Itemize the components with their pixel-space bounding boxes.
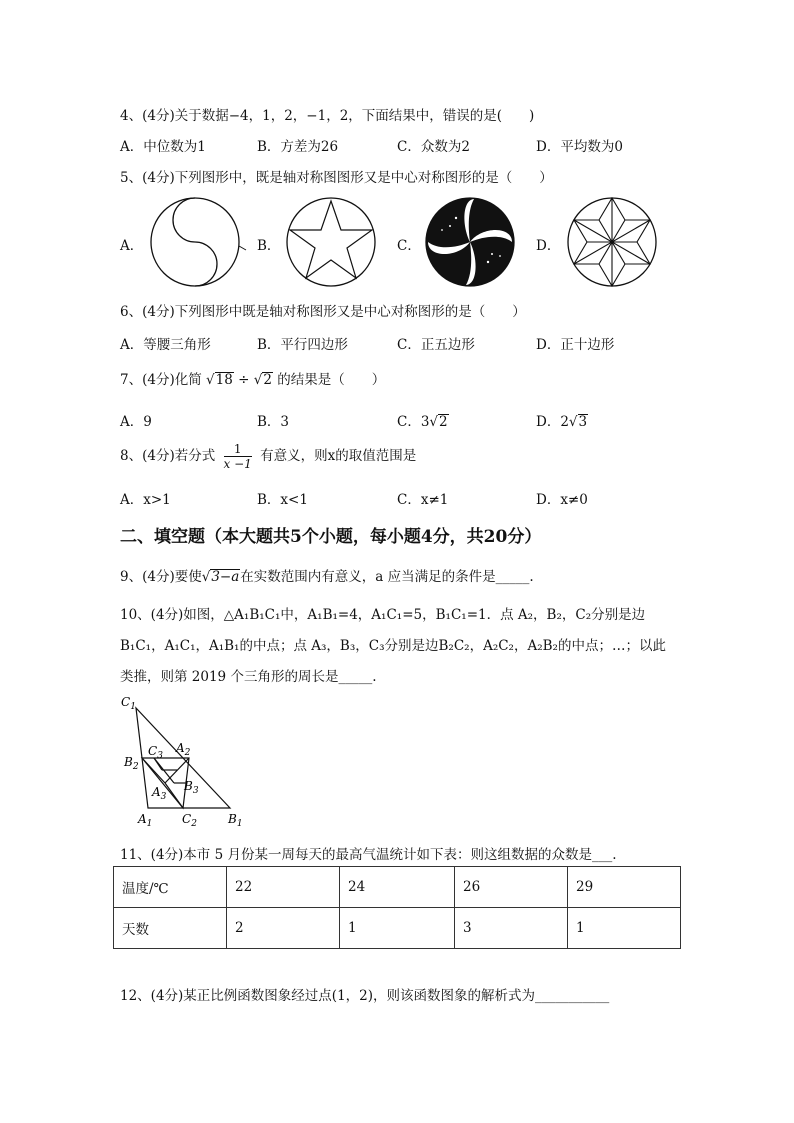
q6-option-d: D．正十边形 — [536, 337, 615, 353]
q5-stem: 5、(4分)下列图形中，既是轴对称图图形又是中心对称图形的是（ ） — [120, 170, 553, 186]
q8-stem-suffix: 有意义，则x的取值范围是 — [260, 448, 417, 464]
yin-yang-icon — [145, 196, 249, 288]
q5-option-c-label: C． — [397, 238, 421, 254]
q6-option-a: A．等腰三角形 — [120, 337, 211, 353]
q7-stem — [120, 368, 385, 388]
q6-option-b: B．平行四边形 — [257, 337, 348, 353]
triangle-figure — [118, 692, 258, 832]
table-cell: 温度/℃ — [114, 867, 227, 908]
label-a2: $A_2$ — [176, 741, 191, 758]
star-in-circle-icon — [283, 196, 379, 288]
sqrt-symbol: √ — [201, 569, 211, 585]
q7-radicand-1: 18 — [215, 372, 233, 388]
q8-option-a: A．x>1 — [120, 492, 171, 508]
six-point-star-icon — [562, 196, 662, 288]
q10-line-1: 10、(4分)如图，△A₁B₁C₁中，A₁B₁=4，A₁C₁=5，B₁C₁=1．点 A₂，B₂，C₂分别是边 — [120, 607, 646, 623]
q4-stem: 4、(4分)关于数据−4，1，2，−1，2，下面结果中，错误的是( ) — [120, 108, 535, 124]
q11-stem: 11、(4分)本市 5 月份某一周每天的最高气温统计如下表：则这组数据的众数是___. — [120, 847, 617, 863]
q8-option-c: C．x≠1 — [397, 492, 449, 508]
table-cell: 1 — [568, 908, 681, 949]
q7-option-d-label: D．2 — [536, 414, 569, 430]
q7-option-c-radicand: 2 — [439, 414, 448, 430]
q7-option-d-radicand: 3 — [578, 414, 588, 430]
sqrt-symbol: √ — [568, 414, 578, 430]
q8-denominator: x −1 — [223, 457, 252, 471]
q4-option-d: D．平均数为0 — [536, 139, 623, 155]
label-b1: $B_1$ — [228, 812, 243, 829]
q8-numerator: 1 — [224, 442, 252, 457]
table-row — [114, 867, 681, 908]
sqrt-symbol: √ — [253, 372, 263, 388]
table-cell: 1 — [340, 908, 455, 949]
table-cell: 26 — [455, 867, 568, 908]
q8-stem — [120, 442, 416, 471]
q4-option-a: A．中位数为1 — [120, 139, 206, 155]
table-cell: 天数 — [114, 908, 227, 949]
label-a3: $A_3$ — [152, 785, 167, 802]
label-c2: $C_2$ — [182, 812, 197, 829]
table-cell: 29 — [568, 867, 681, 908]
q5-option-b-label: B． — [257, 238, 281, 254]
section-title: 二、填空题（本大题共5个小题，每小题4分，共20分） — [120, 527, 542, 547]
label-b2: $B_2$ — [124, 755, 139, 772]
q10-line-3: 类推，则第 2019 个三角形的周长是_____. — [120, 669, 377, 685]
q7-stem-prefix: 7、(4分)化简 — [120, 372, 202, 388]
q8-option-d: D．x≠0 — [536, 492, 588, 508]
table-cell: 24 — [340, 867, 455, 908]
q5-option-a-label: A． — [120, 238, 144, 254]
table-cell: 2 — [227, 908, 340, 949]
label-a1: $A_1$ — [138, 812, 153, 829]
temperature-table — [113, 866, 681, 949]
q7-option-c-label: C．3 — [397, 414, 430, 430]
q7-option-a: A．9 — [120, 414, 152, 430]
q9-radicand: 3−a — [211, 569, 240, 585]
q4-option-c: C．众数为2 — [397, 139, 470, 155]
q7-radicand-2: 2 — [263, 372, 272, 388]
q7-div: ÷ — [238, 372, 250, 388]
q9-stem-suffix: 在实数范围内有意义，a 应当满足的条件是_____. — [240, 569, 534, 585]
q7-option-b: B．3 — [257, 414, 290, 430]
q7-stem-suffix: 的结果是（ ） — [277, 372, 386, 388]
table-cell: 22 — [227, 867, 340, 908]
q8-stem-prefix: 8、(4分)若分式 — [120, 448, 216, 464]
q9-stem-prefix: 9、(4分)要使 — [120, 569, 202, 585]
label-c1: $C_1$ — [121, 695, 136, 712]
q4-option-b: B．方差为26 — [257, 139, 339, 155]
q9-stem — [120, 565, 534, 585]
label-b3: $B_3$ — [184, 779, 199, 796]
q7-option-c — [397, 410, 449, 430]
q8-fraction — [224, 442, 252, 471]
sqrt-symbol: √ — [429, 414, 439, 430]
table-row — [114, 908, 681, 949]
q12-stem: 12、(4分)某正比例函数图象经过点(1，2)，则该函数图象的解析式为___________ — [120, 988, 610, 1004]
q7-option-d — [536, 410, 588, 430]
q5-option-d-label: D． — [536, 238, 561, 254]
q10-line-2: B₁C₁，A₁C₁，A₁B₁的中点；点 A₃，B₃，C₃分别是边B₂C₂，A₂C₂，A₂B₂的中点；…；以此 — [120, 638, 666, 654]
sqrt-symbol: √ — [206, 372, 215, 388]
table-cell: 3 — [455, 908, 568, 949]
swirl-circle-icon — [422, 196, 518, 288]
label-c3: $C_3$ — [148, 744, 163, 761]
q6-option-c: C．正五边形 — [397, 337, 475, 353]
q6-stem: 6、(4分)下列图形中既是轴对称图形又是中心对称图形的是（ ） — [120, 304, 526, 320]
q8-option-b: B．x<1 — [257, 492, 308, 508]
